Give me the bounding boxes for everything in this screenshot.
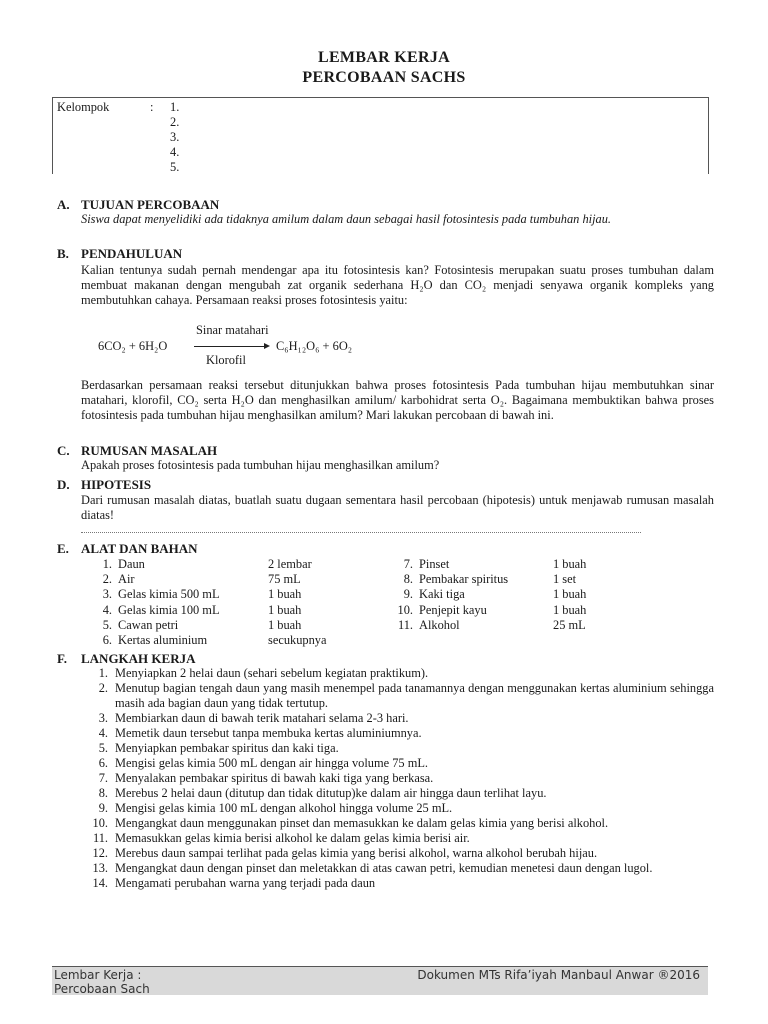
procedure-steps [88,666,714,891]
procedure-step: 8. Merebus 2 helai daun (ditutup dan tidak ditutup)ke dalam air hingga daun terlihat layu. [98,786,547,800]
section-b-intro: Kalian tentunya sudah pernah mendengar apa itu fotosintesis kan? Fotosintesis merupakan suatu proses tumbuhan dalam membuat makanan dengan mengubah zat organik sederhana H₂O dan CO₂ menjadi senyawa organik kompleks yang membutuhkan cahaya. Persamaan reaksi proses fotosintesis yaitu: [81,263,714,307]
group-member-number: 3. [170,130,180,144]
section-title: LANGKAH KERJA [81,651,196,666]
list-item: 8. Pembakar spiritus 1 set [403,572,577,587]
section-title: HIPOTESIS [81,477,152,492]
procedure-step: 9. Mengisi gelas kimia 100 mL dengan alkohol hingga volume 25 mL. [98,801,453,815]
procedure-step: 10. Mengangkat daun menggunakan pinset dan memasukkan ke dalam gelas kimia yang berisi alkohol. [92,816,609,830]
footer-doc-name: Percobaan Sach [54,982,150,996]
section-letter: E. [57,541,69,556]
section-c-text: Apakah proses fotosintesis pada tumbuhan hijau menghasilkan amilum? [81,458,440,472]
section-letter: D. [57,477,70,492]
list-item: 4. Gelas kimia 100 mL 1 buah [102,602,302,617]
equation-products: C₆H₁₂O₆ + 6O₂ [276,339,353,353]
procedure-step: 14. Mengamati perubahan warna yang terjadi pada daun [92,876,376,890]
section-letter: C. [57,443,70,458]
procedure-step: 7. Menyalakan pembakar spiritus di bawah kaki tiga yang berkasa. [98,771,434,785]
materials-list-right [393,557,633,633]
group-members-box [52,97,709,174]
section-a-heading [57,197,219,213]
section-letter: A. [57,197,70,212]
group-member-number: 1. [170,100,180,114]
group-member-number: 2. [170,115,180,129]
reaction-arrow-icon [194,346,268,347]
procedure-step: 4. Memetik daun tersebut tanpa membuka kertas aluminiumnya. [98,726,422,740]
list-item: 1. Daun 2 lembar [102,557,312,571]
hypothesis-answer-line[interactable] [81,524,641,533]
procedure-step: 11. Memasukkan gelas kimia berisi alkohol ke dalam gelas kimia berisi air. [92,831,470,845]
worksheet-title: LEMBAR KERJA [317,49,451,66]
section-f-heading [57,651,195,667]
section-d-heading [57,477,151,493]
footer-owner: Dokumen MTs Rifa’iyah Manbaul Anwar ®2016 [417,968,700,982]
list-item: 10. Penjepit kayu 1 buah [397,602,587,617]
procedure-step: 2. Menutup bagian tengah daun yang masih menempel pada tanamannya dengan menggunakan kertas aluminium sehingga masih ada bagian daun yang tidak tertutup. [98,681,714,710]
photosynthesis-equation [98,323,398,367]
procedure-step: 1. Menyiapkan 2 helai daun (sehari sebelum kegiatan praktikum). [98,666,429,680]
group-label: Kelompok [57,100,110,114]
procedure-step: 5. Menyiapkan pembakar spiritus dan kaki tiga. [98,741,339,755]
group-member-list [170,100,179,175]
footer-left [54,968,150,996]
materials-list-left [92,557,372,648]
section-b-explanation: Berdasarkan persamaan reaksi tersebut ditunjukkan bahwa proses fotosintesis Pada tumbuhan hijau membutuhkan sinar matahari, klorofil, CO₂ serta H₂O dan menghasilkan amilum/ karbohidrat serta O₂. Bagaimana membuktikan bahwa proses fotosintesis pada tumbuhan hijau menghasilkan amilum? Mari lakukan percobaan di bawah ini. [81,378,714,422]
page-footer [52,966,708,995]
equation-reactants: 6CO₂ + 6H₂O [98,339,168,353]
list-item: 2. Air 75 mL [102,572,301,587]
section-b-heading [57,246,182,262]
list-item: 7. Pinset 1 buah [403,557,587,571]
section-d-text: Dari rumusan masalah diatas, buatlah suatu dugaan sementara hasil percobaan (hipotesis) untuk menjawab rumusan masalah diatas! [81,493,714,522]
list-item: 5. Cawan petri 1 buah [102,617,302,632]
equation-condition-light: Sinar matahari [196,323,269,337]
procedure-step: 13. Mengangkat daun dengan pinset dan meletakkan di atas cawan petri, kemudian menetesi daun dengan lugol. [92,861,653,875]
group-member-number: 5. [170,160,180,174]
footer-doc-type: Lembar Kerja : [54,968,142,982]
list-item: 3. Gelas kimia 500 mL 1 buah [102,587,302,602]
list-item: 6. Kertas aluminium secukupnya [102,632,327,647]
worksheet-subtitle: PERCOBAAN SACHS [302,69,466,86]
group-member-number: 4. [170,145,180,159]
section-title: RUMUSAN MASALAH [81,443,218,458]
procedure-step: 3. Membiarkan daun di bawah terik matahari selama 2-3 hari. [98,711,409,725]
section-a-text: Siswa dapat menyelidiki ada tidaknya amilum dalam daun sebagai hasil fotosintesis pada tumbuhan hijau. [81,212,612,226]
equation-condition-chlorophyll: Klorofil [206,353,246,367]
section-letter: F. [57,651,67,666]
procedure-step: 12. Merebus daun sampai terlihat pada gelas kimia yang berisi alkohol, warna alkohol berubah hijau. [92,846,598,860]
section-letter: B. [57,246,69,261]
section-title: TUJUAN PERCOBAAN [81,197,220,212]
section-c-heading [57,443,217,459]
section-e-heading [57,541,198,557]
procedure-step: 6. Mengisi gelas kimia 500 mL dengan air hingga volume 75 mL. [98,756,429,770]
list-item: 11. Alkohol 25 mL [397,617,586,632]
section-title: PENDAHULUAN [81,246,183,261]
list-item: 9. Kaki tiga 1 buah [403,587,587,602]
section-title: ALAT DAN BAHAN [81,541,198,556]
group-colon: : [150,100,154,114]
